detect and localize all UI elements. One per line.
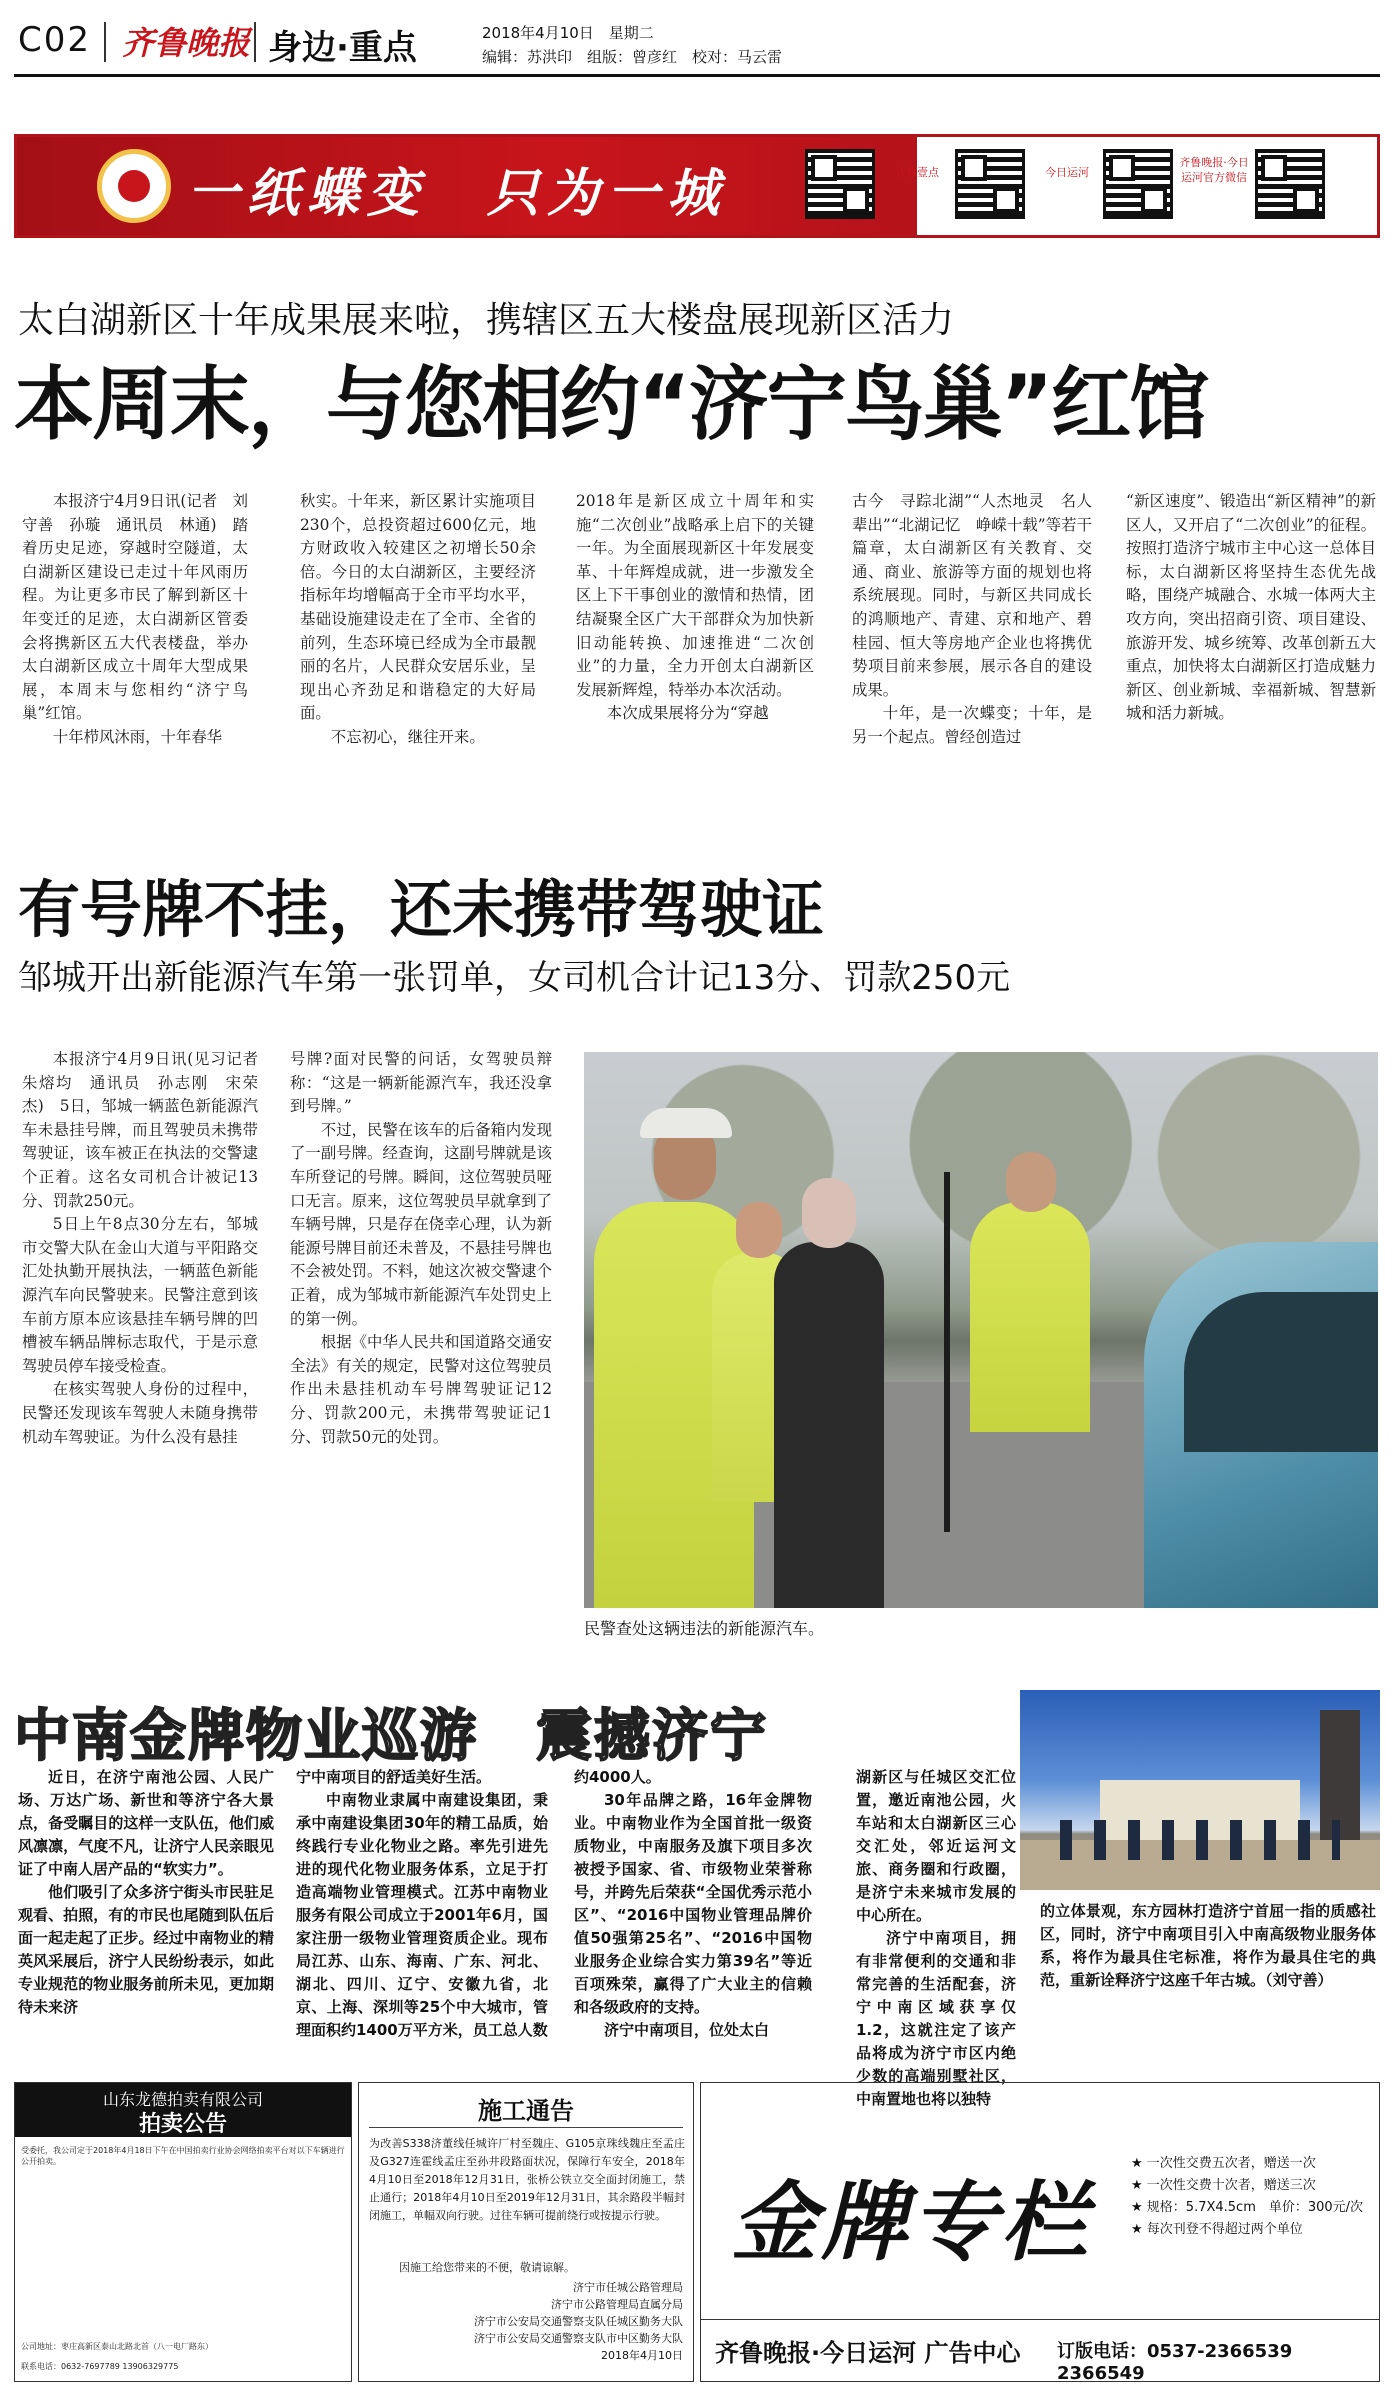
- issuer: 济宁市公路管理局直属分局: [551, 2298, 683, 2311]
- female-driver: [774, 1242, 884, 1608]
- rule-item: ★ 一次性交费十次者，赠送三次: [1131, 2178, 1316, 2193]
- paragraph: 秋实。十年来，新区累计实施项目230个，总投资超过600亿元，地方财政收入较建区之初增长50余倍。今日的太白湖新区，主要经济指标年均增幅高于全市平均水平，基础设施建设走在了全市、全省的前列，生态环境已经成为全市最靓丽的名片，人民群众安居乐业，呈现出心齐劲足和谐稳定的大好局面。: [300, 492, 536, 723]
- auction-ad-header: [15, 2083, 351, 2137]
- article3-column: [1040, 1900, 1376, 1992]
- article2-subhead: 邹城开出新能源汽车第一张罚单，女司机合计记13分、罚款250元: [18, 958, 1011, 998]
- auction-title: 拍卖公告: [138, 2112, 227, 2137]
- paragraph: 30年品牌之路，16年金牌物业。中南物业作为全国首批一级资质物业，中南服务及旗下项目多次被授予国家、省、市级物业荣誉称号，并跨先后荣获“全国优秀示范小区”、“2016中国物业管理品牌价值50强第25名”、“2016中国物业服务企业综合实力第39名”等近百项殊荣，赢得了广大业主的信赖和各级政府的支持。: [574, 1791, 812, 2016]
- notice-apology: 因施工给您带来的不便，敬请谅解。: [399, 2261, 575, 2274]
- qr-label: 齐鲁壹点: [895, 166, 939, 179]
- paragraph: 他们吸引了众多济宁街头市民驻足观看、拍照，有的市民也尾随到队伍后面一起走起了正步。经过中南物业的精英风采展后，济宁人民纷纷表示，如此专业规范的物业服务前所未见，更加期待未来济: [18, 1883, 274, 2016]
- qr-code-icon: [955, 149, 1025, 219]
- banner-logo-icon: [97, 149, 171, 223]
- header-divider: [254, 22, 256, 62]
- officer-face: [736, 1202, 782, 1258]
- paragraph: 近日，在济宁南池公园、人民广场、万达广场、新世和等济宁各大景点，备受瞩目的这样一支队伍，他们威风凛凛，气度不凡，让济宁人民亲眼见证了中南人居产品的“软实力”。: [18, 1768, 274, 1878]
- issuer: 济宁市公安局交通警察支队市中区勤务大队: [474, 2332, 683, 2345]
- article1-kicker: 太白湖新区十年成果展来啦，携辖区五大楼盘展现新区活力: [18, 300, 955, 341]
- notice-issuers: [383, 2279, 683, 2364]
- police-photo: [584, 1052, 1378, 1608]
- column-rules: [1131, 2153, 1371, 2241]
- article3-column: [856, 1766, 1016, 2111]
- paragraph: 十年，是一次蝶变；十年，是另一个起点。曾经创造过: [852, 704, 1092, 746]
- blurred-face: [802, 1178, 856, 1248]
- header-rule: [14, 74, 1380, 77]
- article3-column: [574, 1766, 812, 2042]
- officer-right: [970, 1202, 1090, 1432]
- article2-column: [22, 1048, 274, 1449]
- article2-headline: 有号牌不挂，还未携带驾驶证: [18, 873, 825, 946]
- rule-item: ★ 规格：5.7X4.5cm 单价：300元/次: [1131, 2200, 1364, 2215]
- issuer: 济宁市公安局交通警察支队任城区勤务大队: [474, 2315, 683, 2328]
- paper-logo: 齐鲁晚报: [122, 24, 251, 62]
- page-number: C02: [18, 20, 92, 60]
- qr-code-icon: [1103, 149, 1173, 219]
- qr-label: 齐鲁晚报·今日运河官方微信: [1179, 156, 1249, 184]
- paragraph: 本报济宁4月9日讯(见习记者 朱熔均 通讯员 孙志刚 宋荣杰) 5日，邹城一辆蓝色新能源汽车未悬挂号牌，而且驾驶员未携带驾驶证，该车被正在执法的交警逮个正着。这名女司机合计被记13分、罚款250元。: [22, 1050, 274, 1210]
- notice-body: 为改善S338济董线任城许厂村至魏庄、G105京珠线魏庄至孟庄及G327连霍线孟庄至孙井段路面状况，保障行车安全，2018年4月10日至2018年12月31日，张桥公铁立交全面封闭施工，禁止通行；2018年4月10日至2019年12月31日，其余路段半幅封闭施工，单幅双向行驶。过往车辆可提前绕行或按提示行驶。: [369, 2137, 685, 2222]
- paragraph: 湖新区与任城区交汇位置，邀近南池公园，火车站和太白湖新区三心交汇处，邻近运河文旅、商务圈和行政圈，是济宁未来城市发展的中心所在。: [856, 1768, 1016, 1924]
- camera-tripod: [944, 1172, 950, 1532]
- paragraph: 号牌?面对民警的问话，女驾驶员辩称：“这是一辆新能源汽车，我还没拿到号牌。”: [290, 1050, 552, 1116]
- editor-credits: 编辑：苏洪印 组版：曾彦红 校对：马云雷: [482, 48, 783, 66]
- promo-banner: [14, 134, 1380, 238]
- notice-title: 施工通告: [478, 2097, 574, 2125]
- paragraph: 十年栉风沐雨，十年春华: [52, 727, 223, 746]
- rule-text: 每次刊登不得超过两个单位: [1146, 2222, 1303, 2237]
- photo-caption: 民警查处这辆违法的新能源汽车。: [584, 1619, 825, 1638]
- banner-red-panel: [17, 137, 917, 235]
- article3-headline: 中南金牌物业巡游 震撼济宁: [14, 1704, 768, 1769]
- auction-body: 受委托，我公司定于2018年4月18日下午在中国拍卖行业协会网络拍卖平台对以下车辆进行公开拍卖。: [21, 2146, 345, 2166]
- article3-column: [18, 1766, 274, 2019]
- ad-center-phone: 订版电话：0537-2366539 2366549: [1057, 2341, 1293, 2384]
- issue-date: 2018年4月10日 星期二: [482, 24, 654, 42]
- paragraph: 济宁中南项目，拥有非常便利的交通和非常完善的生活配套，济宁中南区域获享仅1.2，这就注定了该产品将成为济宁市区内绝少数的高端别墅社区，中南置地也将以独特: [856, 1929, 1016, 2108]
- issuer: 济宁市任城公路管理局: [573, 2281, 683, 2294]
- officer-face: [1006, 1152, 1056, 1212]
- column-rule: [701, 2319, 1379, 2320]
- rule-text: 一次性交费五次者，赠送一次: [1146, 2156, 1316, 2171]
- paragraph: 根据《中华人民共和国道路交通安全法》有关的规定，民警对这位驾驶员作出未悬挂机动车号牌驾驶证记12分、罚款200元，未携带驾驶证记1分、罚款50元的处罚。: [290, 1333, 552, 1446]
- article1-column: [1126, 490, 1376, 726]
- gold-column-ad: [700, 2082, 1380, 2382]
- paragraph: 的立体景观，东方园林打造济宁首屈一指的质感社区，同时，济宁中南项目引入中南高级物业服务体系，将作为最具住宅标准，将作为最具住宅的典范，重新诠释济宁这座千年古城。（刘守善）: [1040, 1902, 1376, 1989]
- paragraph: 2018年是新区成立十周年和实施“二次创业”战略承上启下的关键一年。为全面展现新区十年发展变革、十年辉煌成就，进一步激发全区上下干事创业的激情和热情，团结凝聚全区广大干部群众为加快新旧动能转换、加速推进“二次创业”的力量，全力开创太白湖新区发展新辉煌，特举办本次活动。: [576, 492, 814, 699]
- paragraph: 5日上午8点30分左右，邹城市交警大队在金山大道与平阳路交汇处执勤开展执法，一辆蓝色新能源汽车向民警驶来。民警注意到该车前方原本应该悬挂车辆号牌的凹槽被车辆品牌标志取代，于是示意驾驶员停车接受检查。: [22, 1215, 258, 1375]
- notice-rule: [369, 2127, 683, 2128]
- article1-column: [300, 490, 536, 750]
- qr-code-icon: [1255, 149, 1325, 219]
- paragraph: “新区速度”、锻造出“新区精神”的新区人，又开启了“二次创业”的征程。按照打造济宁城市主中心这一总体目标，太白湖新区将坚持生态优先战略，围绕产城融合、水城一体两大主攻方向，突出招商引资、项目建设、旅游开发、城乡统筹、改革创新五大重点，加快将太白湖新区打造成魅力新区、创业新城、幸福新城、智慧新城和活力新城。: [1126, 492, 1376, 723]
- car-window: [1184, 1292, 1378, 1452]
- paragraph: 本次成果展将分为“穿越: [606, 704, 769, 723]
- auction-phone: 联系电话：0632-7697789 13906329775: [21, 2362, 179, 2371]
- rule-item: ★ 每次刊登不得超过两个单位: [1131, 2222, 1303, 2237]
- section-title: 身边·重点: [268, 28, 417, 68]
- article1-column: [852, 490, 1092, 750]
- banner-slogan: 一纸蝶变 只为一城: [187, 163, 728, 224]
- notice-date: 2018年4月10日: [601, 2349, 683, 2362]
- rule-item: ★ 一次性交费五次者，赠送一次: [1131, 2156, 1316, 2171]
- paragraph: 宁中南项目的舒适美好生活。: [296, 1768, 492, 1786]
- auction-company: 山东龙德拍卖有限公司: [102, 2090, 263, 2109]
- qr-code-icon: [805, 149, 875, 219]
- ad-center-name: 齐鲁晚报·今日运河 广告中心: [715, 2339, 1021, 2367]
- paragraph: 中南物业隶属中南建设集团，秉承中南建设集团30年的精工品质，始终践行专业化物业之路。率先引进先进的现代化物业服务体系，立足于打造高端物业管理模式。江苏中南物业服务有限公司成立于2001年6月，国家注册一级物业管理资质企业。现布局江苏、山东、海南、广东、河北、湖北、四川、辽宁、安徽九省，北京、上海、深圳等25个中大城市，管理面积约1400万平方米，员工总人数: [296, 1791, 548, 2039]
- article1-headline: 本周末，与您相约“济宁鸟巢”红馆: [14, 358, 1208, 451]
- paragraph: 济宁中南项目，位处太白: [604, 2021, 770, 2039]
- article1-column: [22, 490, 248, 750]
- article1-column: [576, 490, 814, 726]
- parade-photo: [1020, 1690, 1380, 1890]
- officer-cap: [640, 1108, 732, 1138]
- paragraph: 不忘初心，继往开来。: [330, 727, 485, 746]
- construction-notice: [358, 2082, 694, 2382]
- paragraph: 约4000人。: [574, 1768, 661, 1786]
- auction-ad: [14, 2082, 352, 2382]
- column-title: 金牌专栏: [731, 2172, 1091, 2273]
- rule-text: 一次性交费十次者，赠送三次: [1146, 2178, 1316, 2193]
- article2-column: [290, 1048, 552, 1449]
- paragraph: 不过，民警在该车的后备箱内发现了一副号牌。经查询，这副号牌就是该车所登记的号牌。瞬间，这位驾驶员哑口无言。原来，这位驾驶员早就拿到了车辆号牌，只是存在侥幸心理，认为新能源号牌目前还未普及，不悬挂号牌也不会被处罚。不料，她这次被交警逮个正着，成为邹城市新能源汽车处罚史上的第一例。: [290, 1120, 552, 1328]
- marching-staff: [1060, 1820, 1340, 1860]
- article3-column: [296, 1766, 548, 2042]
- auction-address: 公司地址：枣庄高新区泰山北路北首（八一电厂路东）: [21, 2342, 213, 2351]
- header-divider: [104, 22, 106, 62]
- paragraph: 在核实驾驶人身份的过程中，民警还发现该车驾驶人未随身携带机动车驾驶证。为什么没有悬挂: [22, 1380, 258, 1446]
- paragraph: 古今 寻踪北湖”“人杰地灵 名人辈出”“北湖记忆 峥嵘十载”等若干篇章，太白湖新区有关教育、交通、商业、旅游等方面的规划也将系统展现。同时，与新区共同成长的鸿顺地产、青建、京和地产、碧桂园、恒大等房地产企业也将携优势项目前来参展，展示各自的建设成果。: [852, 492, 1092, 699]
- qr-label: 今日运河: [1045, 166, 1089, 179]
- rule-text: 规格：5.7X4.5cm 单价：300元/次: [1146, 2200, 1364, 2215]
- paragraph: 本报济宁4月9日讯(记者 刘守善 孙璇 通讯员 林通) 踏着历史足迹，穿越时空隧道，太白湖新区建设已走过十年风雨历程。为让更多市民了解到新区十年变迁的足迹，太白湖新区管委会将携新区五大代表楼盘，举办太白湖新区成立十周年大型成果展，本周末与您相约“济宁鸟巢”红馆。: [22, 492, 248, 723]
